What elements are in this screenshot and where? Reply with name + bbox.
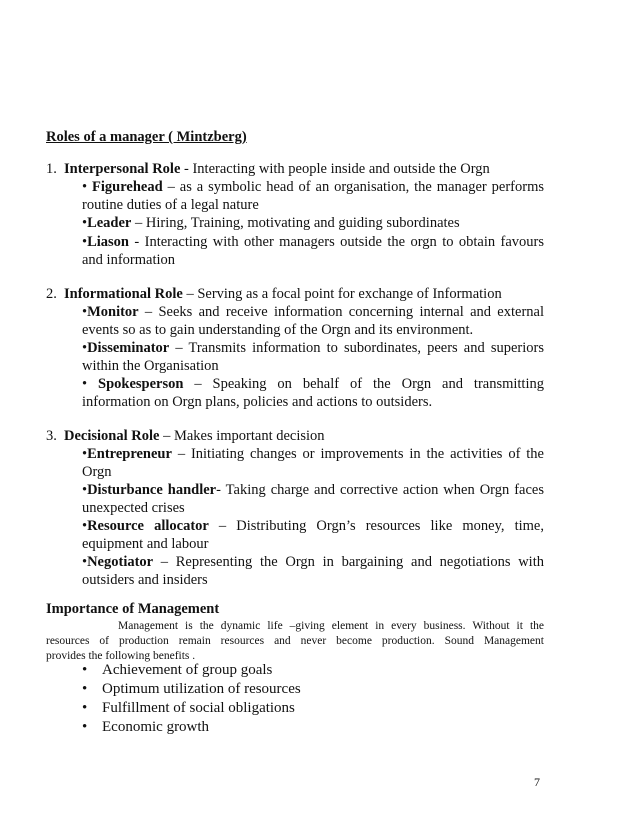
item-text: – Transmits information to subordinates, peers and superiors [169, 340, 544, 356]
item-title: Spokesperson [98, 376, 184, 392]
role-item-liason-cont [82, 251, 544, 269]
role-title: Informational Role [64, 286, 183, 302]
item-text-cont: equipment and labour [82, 536, 209, 552]
item-text: – Representing the Orgn in bargaining and negotiations with [153, 554, 544, 570]
role-number: 2. [46, 286, 57, 302]
item-title: Monitor [87, 304, 139, 320]
bullet-icon: • [82, 554, 88, 570]
item-text-cont: within the Organisation [82, 358, 219, 374]
item-title: Leader [87, 215, 132, 231]
role-item-entrepreneur-cont [82, 463, 544, 481]
role-item-monitor-cont [82, 321, 544, 339]
role-interpersonal [46, 160, 490, 178]
item-text: – Speaking on behalf of the Orgn and transmitting [183, 376, 544, 392]
importance-heading: Importance of Management [46, 601, 220, 617]
item-text-cont: Orgn [82, 464, 112, 480]
bullet-icon: • [82, 681, 88, 697]
item-text: – Hiring, Training, motivating and guiding subordinates [131, 215, 460, 231]
bullet-icon: • [82, 662, 88, 678]
bullet-icon: • [82, 304, 88, 320]
item-text-cont: events so as to gain understanding of the Orgn and its environment. [82, 322, 474, 338]
bullet-icon: • [82, 719, 88, 735]
role-item-negotiator-cont [82, 571, 544, 589]
item-text: – as a symbolic head of an organisation, the manager performs [162, 179, 544, 195]
item-text: – Initiating changes or improvements in the activities of the [171, 446, 544, 462]
list-item [82, 718, 301, 737]
item-text: - Taking charge and corrective action when Orgn faces [216, 482, 544, 498]
role-item-leader [82, 214, 544, 232]
item-text: – Distributing Orgn’s resources like money, time, [208, 518, 544, 534]
item-text-cont: unexpected crises [82, 500, 185, 516]
role-item-resource-allocator-cont [82, 535, 544, 553]
role-title: Interpersonal Role [64, 161, 181, 177]
item-text-cont: information on Orgn plans, policies and actions to outsiders. [82, 394, 433, 410]
benefit-text: Fulfillment of social obligations [102, 700, 295, 716]
bullet-icon: • [82, 446, 88, 462]
bullet-icon: • [82, 518, 88, 534]
page-number: 7 [534, 775, 540, 789]
role-title: Decisional Role [64, 428, 160, 444]
benefit-text: Economic growth [102, 719, 210, 735]
role-item-disseminator-cont [82, 357, 544, 375]
bullet-icon: • [82, 215, 88, 231]
bullet-icon: • [82, 340, 88, 356]
item-title: Liason [87, 234, 129, 250]
role-desc: – Serving as a focal point for exchange of Information [182, 286, 502, 302]
list-item [82, 699, 301, 718]
list-item [82, 680, 301, 699]
role-item-disturbance-handler-cont [82, 499, 544, 517]
item-text: - Interacting with other managers outside the orgn to obtain favours [129, 234, 544, 250]
item-title: Disseminator [87, 340, 170, 356]
benefits-list [82, 661, 301, 737]
item-text-cont: outsiders and insiders [82, 572, 208, 588]
list-item [82, 661, 301, 680]
roles-heading: Roles of a manager ( Mintzberg) [46, 129, 247, 145]
benefit-text: Optimum utilization of resources [102, 681, 301, 697]
benefit-text: Achievement of group goals [102, 662, 273, 678]
item-title: Disturbance handler [87, 482, 217, 498]
item-text: – Seeks and receive information concerning internal and external [138, 304, 544, 320]
item-title: Figurehead [92, 179, 163, 195]
importance-paragraph [46, 619, 544, 664]
item-text-cont: and information [82, 252, 176, 268]
bullet-icon: • [82, 234, 88, 250]
role-number: 3. [46, 428, 57, 444]
item-title: Negotiator [87, 554, 154, 570]
item-title: Resource allocator [87, 518, 209, 534]
role-number: 1. [46, 161, 57, 177]
role-informational [46, 285, 502, 303]
role-decisional [46, 427, 325, 445]
importance-line-1: Management is the dynamic life –giving element in every business. Without it the [118, 620, 544, 632]
bullet-icon: • [82, 700, 88, 716]
bullet-icon: • [82, 482, 88, 498]
item-text-cont: routine duties of a legal nature [82, 197, 259, 213]
importance-line-3: provides the following benefits . [46, 650, 196, 662]
bullet-icon: • [82, 376, 98, 392]
bullet-icon: • [82, 179, 93, 195]
role-item-spokesperson-cont [82, 393, 544, 411]
role-desc: - Interacting with people inside and outside the Orgn [180, 161, 490, 177]
role-item-figurehead-cont [82, 196, 544, 214]
importance-line-2: resources of production remain resources and never become production. Sound Management [46, 635, 544, 647]
role-desc: – Makes important decision [159, 428, 325, 444]
item-title: Entrepreneur [87, 446, 172, 462]
